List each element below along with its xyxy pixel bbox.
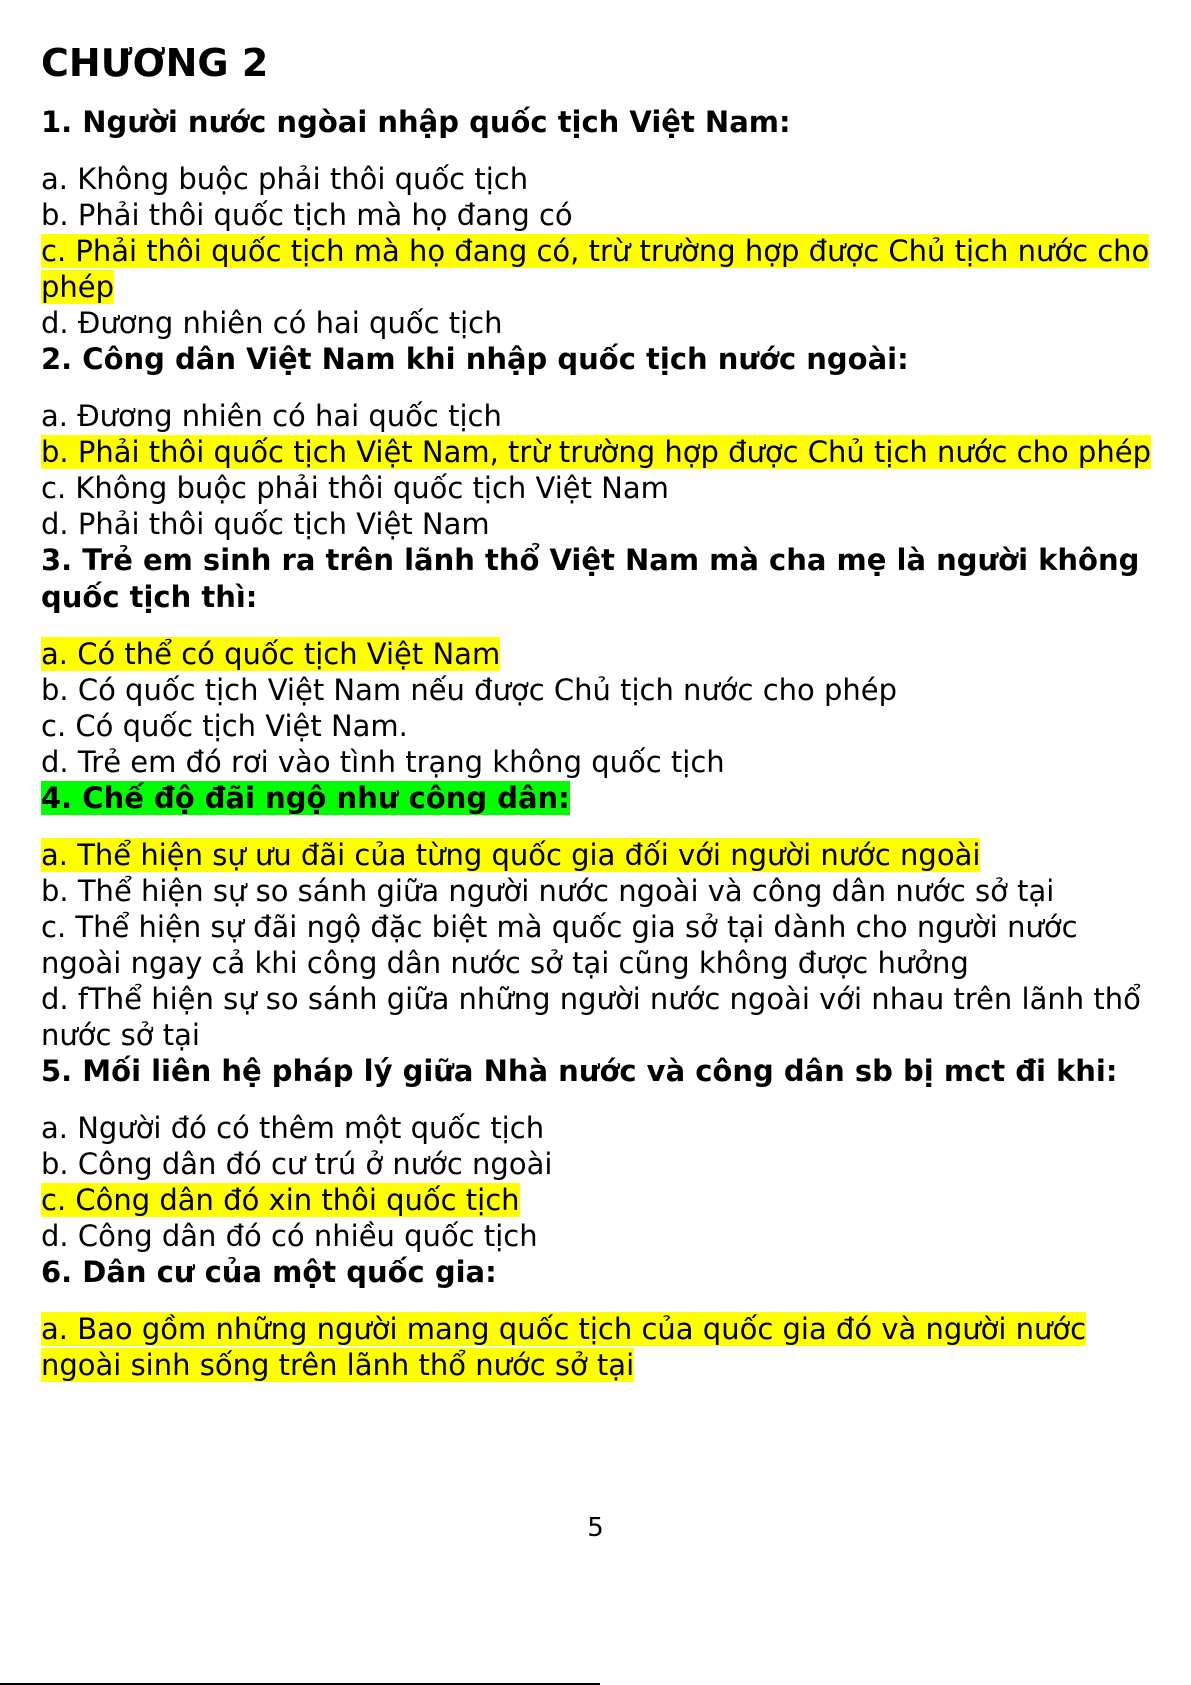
option-4b: b. Thể hiện sự so sánh giữa người nước ngoài và công dân nước sở tại (41, 874, 1055, 908)
option-5b: b. Công dân đó cư trú ở nước ngoài (41, 1147, 553, 1181)
question-block-4 (41, 780, 1161, 1053)
option-1c-answer: c. Phải thôi quốc tịch mà họ đang có, trừ trường hợp được Chủ tịch nước cho phép (41, 234, 1150, 304)
option-5d: d. Công dân đó có nhiều quốc tịch (41, 1219, 538, 1253)
option-3c: c. Có quốc tịch Việt Nam. (41, 709, 408, 743)
option-4a-answer: a. Thể hiện sự ưu đãi của từng quốc gia đối với người nước ngoài (41, 838, 981, 872)
option-2b-answer: b. Phải thôi quốc tịch Việt Nam, trừ trường hợp được Chủ tịch nước cho phép (41, 435, 1151, 469)
question-block-5 (41, 1053, 1161, 1254)
question-1: 1. Người nước ngòai nhập quốc tịch Việt Nam: (41, 105, 791, 139)
options-1 (41, 161, 1161, 341)
option-4c: c. Thể hiện sự đãi ngộ đặc biệt mà quốc gia sở tại dành cho người nước ngoài ngay cả khi công dân nước sở tại cũng không được hưởng (41, 910, 1078, 980)
question-6: 6. Dân cư của một quốc gia: (41, 1255, 497, 1289)
question-block-2 (41, 341, 1161, 542)
option-3a-answer: a. Có thể có quốc tịch Việt Nam (41, 637, 501, 671)
document-page (41, 40, 1161, 1383)
options-2 (41, 398, 1161, 542)
option-1b: b. Phải thôi quốc tịch mà họ đang có (41, 198, 573, 232)
question-block-6 (41, 1254, 1161, 1383)
question-5: 5. Mối liên hệ pháp lý giữa Nhà nước và công dân sb bị mct đi khi: (41, 1054, 1118, 1088)
question-2: 2. Công dân Việt Nam khi nhập quốc tịch nước ngoài: (41, 342, 909, 376)
option-2c: c. Không buộc phải thôi quốc tịch Việt Nam (41, 471, 669, 505)
options-6 (41, 1311, 1161, 1383)
option-5a: a. Người đó có thêm một quốc tịch (41, 1111, 545, 1145)
options-4 (41, 837, 1161, 1053)
question-block-1 (41, 104, 1161, 341)
option-5c-answer: c. Công dân đó xin thôi quốc tịch (41, 1183, 520, 1217)
question-4: 4. Chế độ đãi ngộ như công dân: (41, 781, 570, 815)
option-4d: d. fThể hiện sự so sánh giữa những người nước ngoài với nhau trên lãnh thổ nước sở tại (41, 982, 1141, 1052)
option-1a: a. Không buộc phải thôi quốc tịch (41, 162, 529, 196)
option-3d: d. Trẻ em đó rơi vào tình trạng không quốc tịch (41, 745, 725, 779)
page-number: 5 (587, 1513, 604, 1543)
option-2a: a. Đương nhiên có hai quốc tịch (41, 399, 502, 433)
option-2d: d. Phải thôi quốc tịch Việt Nam (41, 507, 490, 541)
question-3: 3. Trẻ em sinh ra trên lãnh thổ Việt Nam mà cha mẹ là người không quốc tịch thì: (41, 543, 1140, 614)
question-block-3 (41, 542, 1161, 780)
option-3b: b. Có quốc tịch Việt Nam nếu được Chủ tịch nước cho phép (41, 673, 898, 707)
options-3 (41, 636, 1161, 780)
option-6a-answer: a. Bao gồm những người mang quốc tịch của quốc gia đó và người nước ngoài sinh sống trên lãnh thổ nước sở tại (41, 1312, 1087, 1382)
option-1d: d. Đương nhiên có hai quốc tịch (41, 306, 503, 340)
chapter-title: CHƯƠNG 2 (41, 41, 269, 85)
options-5 (41, 1110, 1161, 1254)
